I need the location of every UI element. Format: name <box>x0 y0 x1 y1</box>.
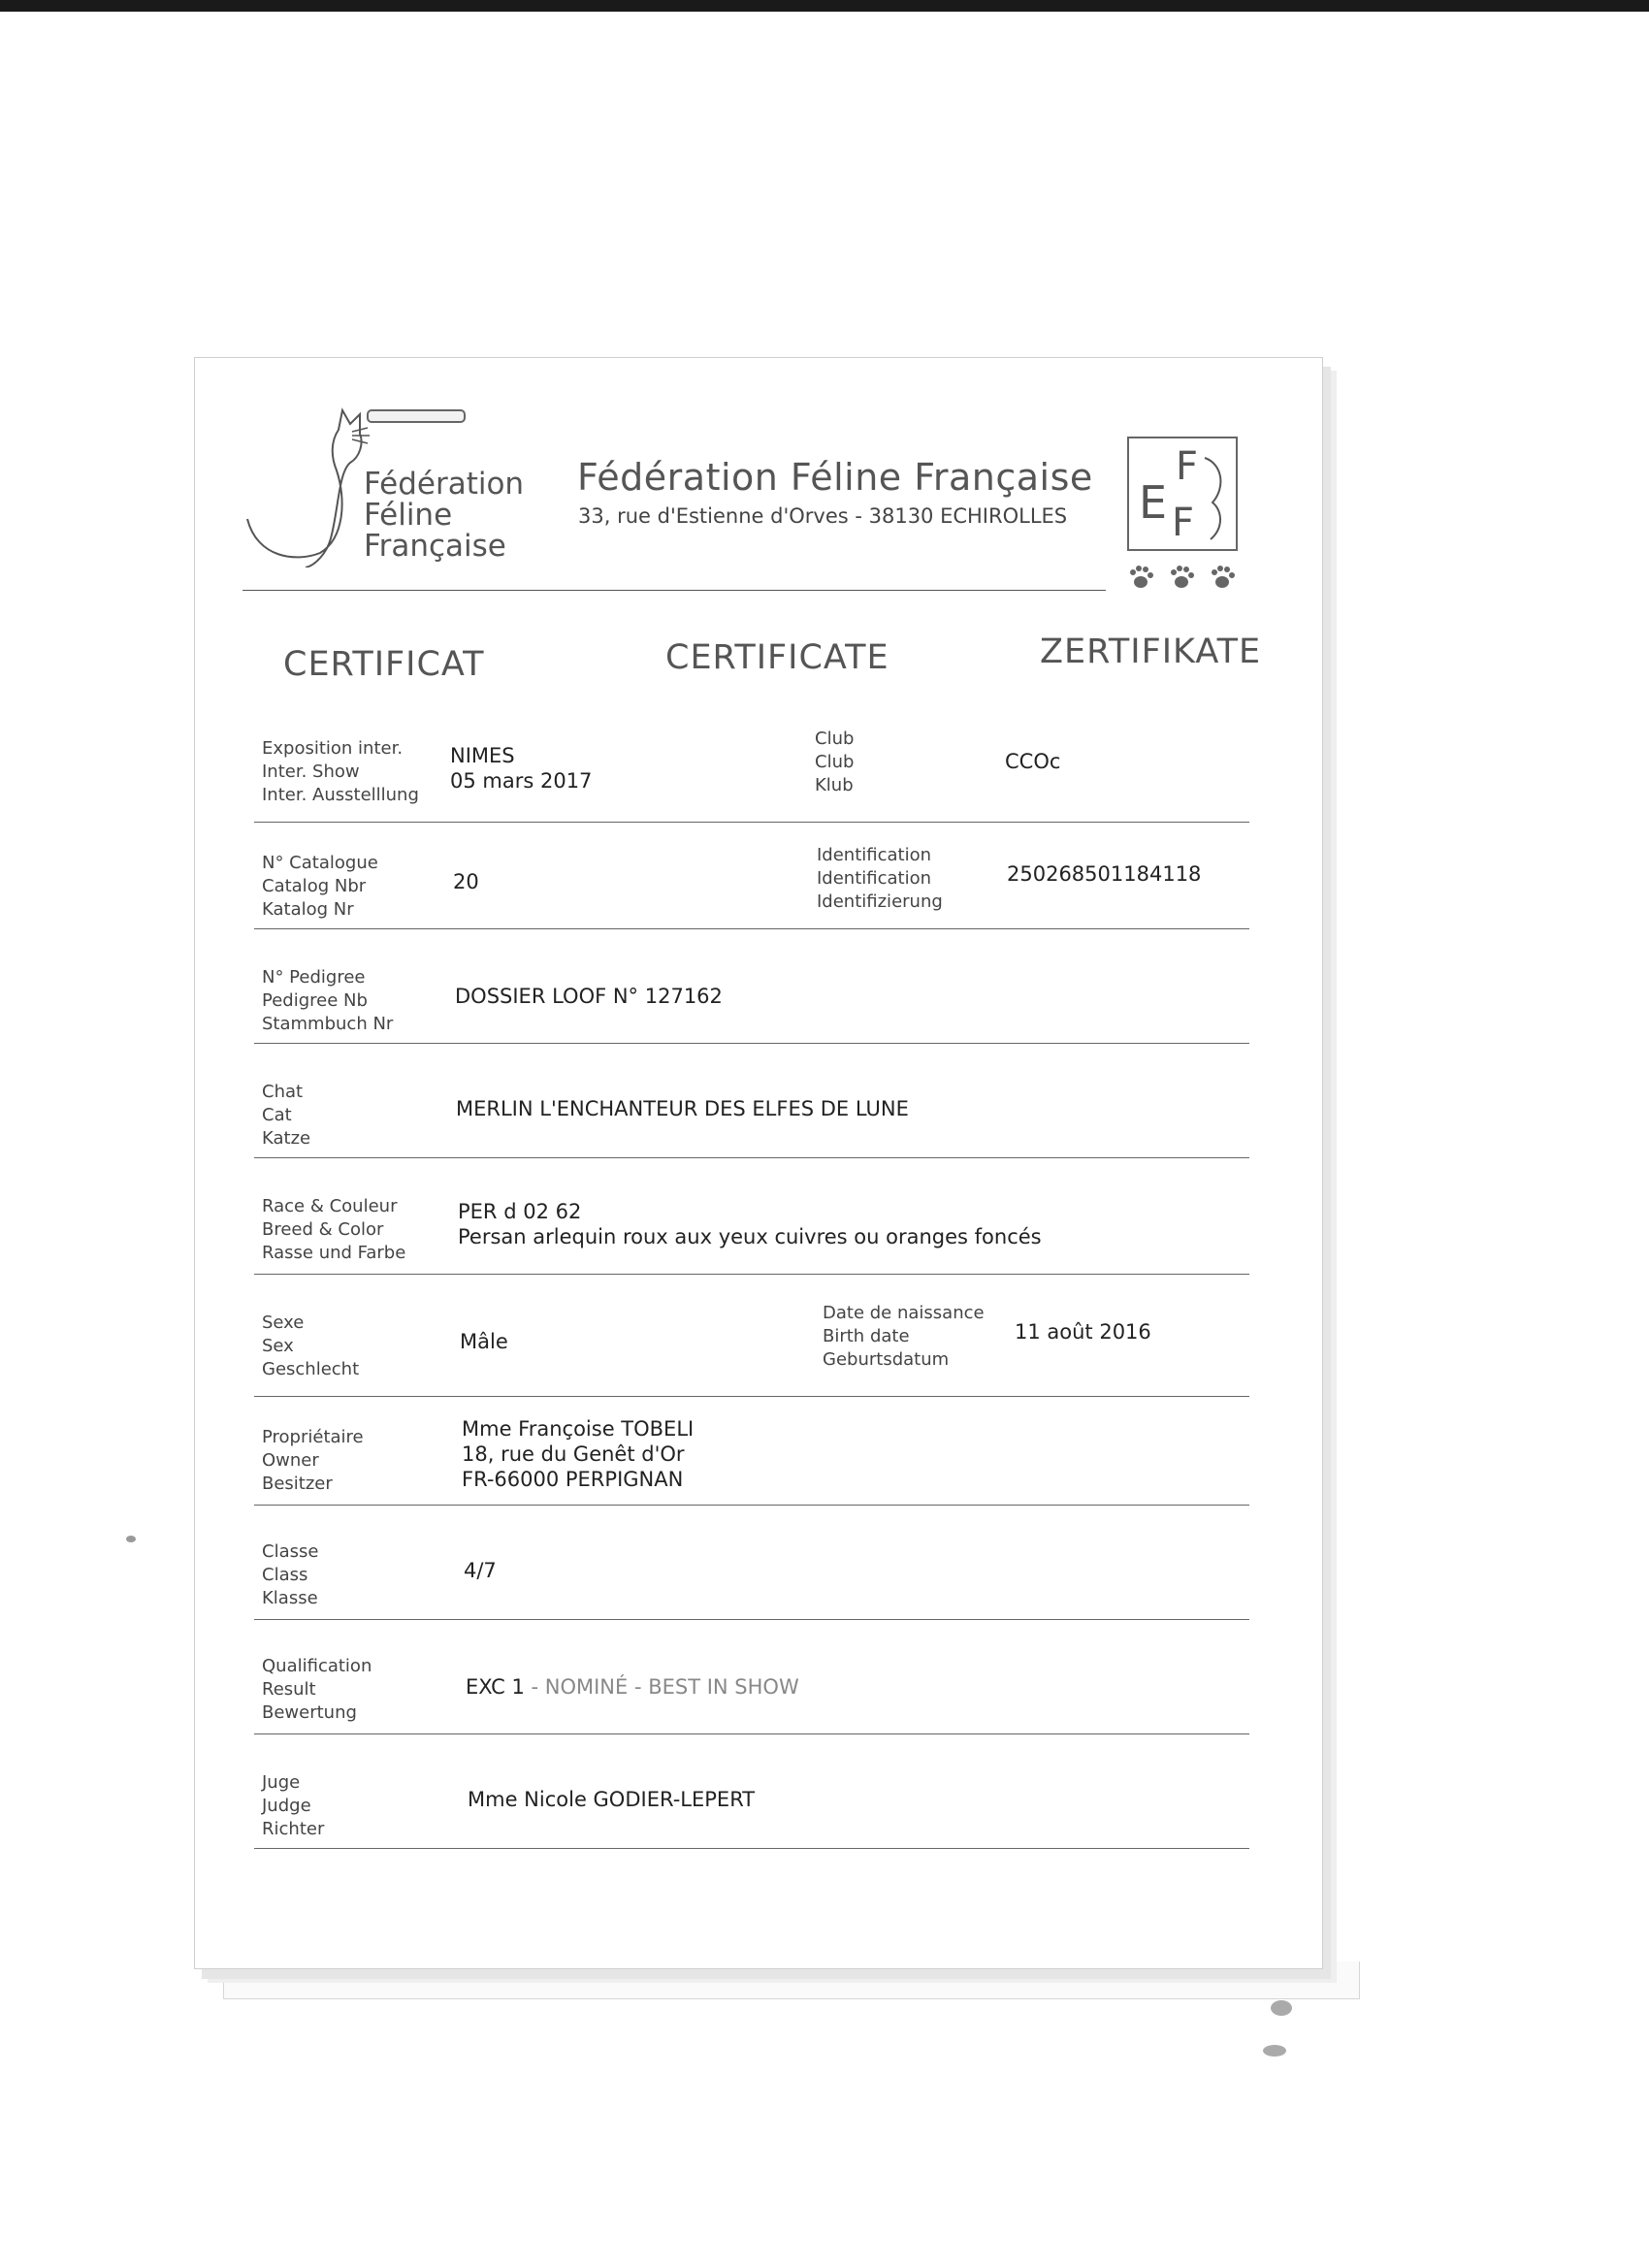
class-labels <box>262 1540 318 1610</box>
svg-text:E: E <box>1139 476 1168 529</box>
label-en: Cat <box>262 1105 292 1125</box>
label-en: Inter. Show <box>262 761 360 782</box>
owner-value <box>462 1416 694 1492</box>
breed-description: Persan arlequin roux aux yeux cuivres ou oranges foncés <box>458 1225 1042 1248</box>
label-fr: Race & Couleur <box>262 1196 398 1216</box>
ffe-logo <box>238 403 558 567</box>
cat-silhouette-icon <box>238 403 373 567</box>
header-divider <box>242 590 1106 591</box>
catalogue-value: 20 <box>453 870 479 893</box>
label-en: Owner <box>262 1450 319 1471</box>
judge-value: Mme Nicole GODIER-LEPERT <box>468 1788 756 1811</box>
row-pedigree <box>254 929 1249 1044</box>
club-value: CCOc <box>1005 750 1061 773</box>
label-fr: Identification <box>817 845 932 865</box>
row-exposition <box>254 724 1249 823</box>
paw-prints-icon <box>1125 561 1242 594</box>
breed-code: PER d 02 62 <box>458 1200 582 1223</box>
label-de: Rasse und Farbe <box>262 1243 406 1263</box>
logo-line-2: Féline <box>364 498 453 533</box>
label-de: Identifizierung <box>817 891 943 912</box>
row-judge <box>254 1734 1249 1849</box>
scan-speck <box>126 1536 136 1542</box>
exposition-value <box>450 743 592 794</box>
catalogue-labels <box>262 852 378 922</box>
label-de: Klasse <box>262 1588 318 1608</box>
identification-labels <box>817 844 943 914</box>
row-owner <box>254 1397 1249 1506</box>
label-en: Sex <box>262 1336 294 1356</box>
judge-labels <box>262 1771 324 1841</box>
label-en: Pedigree Nb <box>262 990 368 1011</box>
breed-value <box>458 1199 1042 1249</box>
logo-line-3: Française <box>364 529 506 564</box>
organization-address: 33, rue d'Estienne d'Orves - 38130 ECHIROLLES <box>578 504 1068 528</box>
result-value <box>466 1674 799 1700</box>
scan-edge <box>0 0 1649 12</box>
row-divider <box>254 1848 1249 1849</box>
label-en: Catalog Nbr <box>262 876 367 896</box>
show-city: NIMES <box>450 744 515 767</box>
breed-labels <box>262 1195 405 1265</box>
owner-name: Mme Françoise TOBELI <box>462 1417 695 1441</box>
cat-name-value: MERLIN L'ENCHANTEUR DES ELFES DE LUNE <box>456 1097 909 1120</box>
title-german: ZERTIFIKATE <box>1040 632 1262 671</box>
label-fr: Club <box>815 729 855 749</box>
sex-labels <box>262 1312 359 1381</box>
row-sex-birth <box>254 1275 1249 1397</box>
label-fr: N° Catalogue <box>262 853 378 873</box>
fff-monogram-icon <box>1127 437 1238 551</box>
identification-value: 250268501184118 <box>1007 862 1202 886</box>
pedigree-labels <box>262 966 393 1036</box>
exposition-labels <box>262 737 419 807</box>
result-grade: EXC 1 <box>466 1675 525 1699</box>
organization-name: Fédération Féline Française <box>577 456 1093 499</box>
label-de: Inter. Ausstelllung <box>262 785 419 805</box>
row-class <box>254 1506 1249 1620</box>
title-english: CERTIFICATE <box>665 638 889 677</box>
label-fr: Classe <box>262 1541 319 1562</box>
result-award: - NOMINÉ - BEST IN SHOW <box>524 1675 799 1699</box>
label-de: Besitzer <box>262 1474 333 1494</box>
birth-labels <box>823 1302 985 1372</box>
label-de: Geschlecht <box>262 1359 360 1379</box>
label-de: Stammbuch Nr <box>262 1014 394 1034</box>
logo-line-1: Fédération <box>364 467 525 502</box>
label-fr: Chat <box>262 1082 304 1102</box>
owner-street: 18, rue du Genêt d'Or <box>462 1442 685 1466</box>
label-en: Identification <box>817 868 932 889</box>
class-value: 4/7 <box>464 1559 497 1582</box>
label-en: Birth date <box>823 1326 910 1346</box>
row-result <box>254 1620 1249 1734</box>
scan-speck <box>1271 2000 1292 2016</box>
label-en: Club <box>815 752 855 772</box>
label-en: Class <box>262 1565 308 1585</box>
label-de: Richter <box>262 1819 325 1839</box>
label-fr: Juge <box>262 1772 301 1793</box>
club-labels <box>815 728 854 797</box>
label-en: Judge <box>262 1796 311 1816</box>
sex-value: Mâle <box>460 1330 508 1353</box>
show-date: 05 mars 2017 <box>450 769 593 793</box>
label-fr: Exposition inter. <box>262 738 404 759</box>
label-fr: Propriétaire <box>262 1427 364 1447</box>
label-en: Breed & Color <box>262 1219 384 1240</box>
svg-text:F: F <box>1176 444 1199 489</box>
row-catalogue <box>254 823 1249 929</box>
svg-text:F: F <box>1172 501 1195 545</box>
label-fr: Qualification <box>262 1656 372 1676</box>
row-breed <box>254 1158 1249 1275</box>
pedigree-value: DOSSIER LOOF N° 127162 <box>455 985 723 1008</box>
label-en: Result <box>262 1679 316 1700</box>
title-french: CERTIFICAT <box>283 645 485 684</box>
label-de: Katze <box>262 1128 311 1149</box>
label-de: Geburtsdatum <box>823 1349 950 1370</box>
label-de: Klub <box>815 775 854 795</box>
result-labels <box>262 1655 372 1725</box>
label-de: Bewertung <box>262 1702 357 1723</box>
label-fr: N° Pedigree <box>262 967 366 988</box>
row-cat <box>254 1044 1249 1158</box>
label-de: Katalog Nr <box>262 899 354 920</box>
scan-speck <box>1263 2045 1286 2057</box>
owner-labels <box>262 1426 364 1496</box>
label-fr: Sexe <box>262 1312 305 1333</box>
owner-city: FR-66000 PERPIGNAN <box>462 1468 684 1491</box>
cat-labels <box>262 1081 310 1150</box>
birth-date-value: 11 août 2016 <box>1015 1320 1151 1344</box>
label-fr: Date de naissance <box>823 1303 985 1323</box>
